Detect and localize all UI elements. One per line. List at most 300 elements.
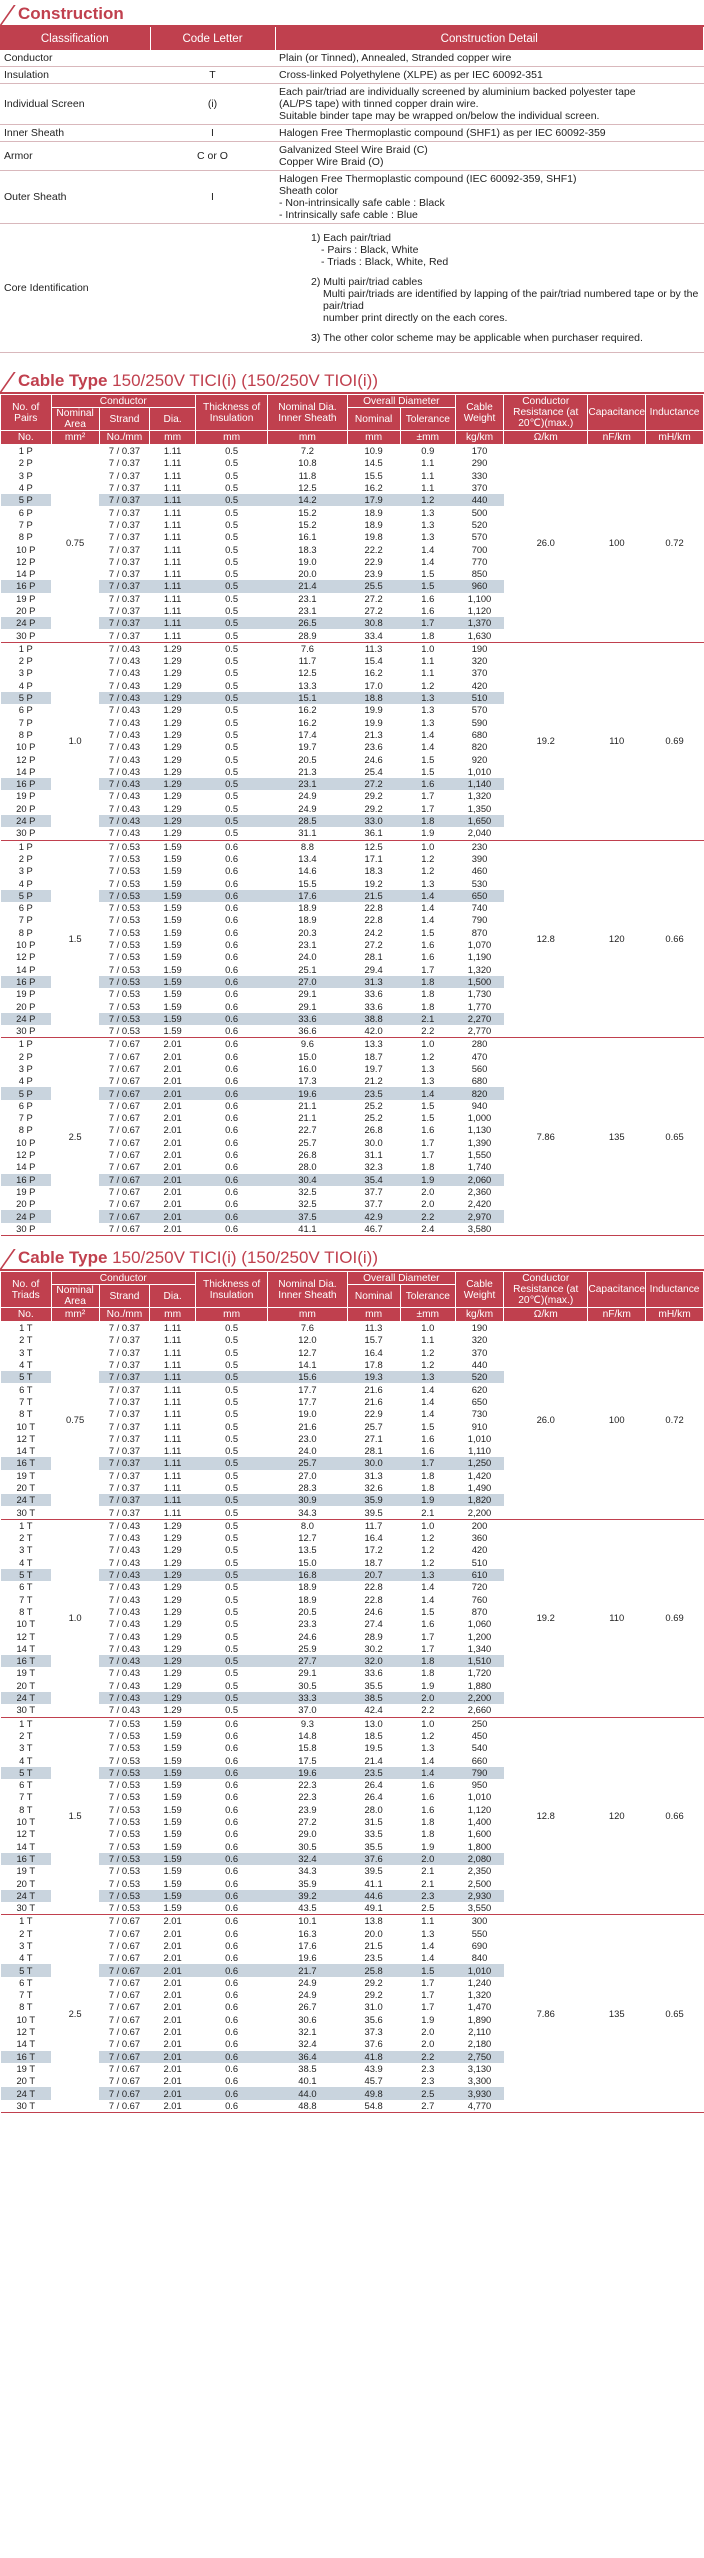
dia-cell: 1.29 xyxy=(163,704,182,716)
overall-nominal-cell: 11.7 xyxy=(364,1519,383,1531)
weight-cell: 190 xyxy=(471,642,488,654)
tolerance-cell: 1.3 xyxy=(400,1569,455,1581)
strand-cell: 7 / 0.53 xyxy=(108,902,141,914)
col-strand: Strand xyxy=(99,1285,150,1308)
unit-count-cell: 19 T xyxy=(16,1469,36,1481)
overall-nominal-cell: 21.2 xyxy=(364,1075,383,1087)
unit-count-cell: 14 P xyxy=(16,963,36,975)
dia-cell: 1.29 xyxy=(163,802,182,814)
weight-cell: 1,320 xyxy=(467,963,492,975)
weight-cell: 2,500 xyxy=(467,1877,492,1889)
overall-nominal-cell: 23.9 xyxy=(364,568,383,580)
insulation-cell: 0.6 xyxy=(225,1099,239,1111)
weight-cell: 1,600 xyxy=(467,1828,492,1840)
dia-cell: 2.01 xyxy=(163,2026,182,2038)
unit-count-cell: 1 T xyxy=(19,1915,33,1927)
overall-nominal-cell: 45.7 xyxy=(364,2075,383,2087)
tolerance-cell: 1.8 xyxy=(421,1469,435,1481)
dia-cell: 1.29 xyxy=(163,1532,182,1544)
dia-cell: 1.29 xyxy=(163,1605,182,1617)
weight-cell: 390 xyxy=(471,852,488,864)
overall-nominal-cell: 21.5 xyxy=(364,1939,383,1951)
unit-count-cell: 4 P xyxy=(18,1075,33,1087)
detail-cell xyxy=(275,142,704,171)
inner-sheath-cell: 16.1 xyxy=(298,531,317,543)
unit-count-cell: 2 T xyxy=(19,1729,33,1741)
insulation-cell: 0.5 xyxy=(225,1322,239,1334)
dia-cell: 1.29 xyxy=(163,1679,182,1691)
overall-nominal-cell: 26.4 xyxy=(364,1791,383,1803)
strand-cell: 7 / 0.43 xyxy=(108,704,141,716)
dia-cell: 1.59 xyxy=(163,1865,182,1877)
inner-sheath-cell: 24.9 xyxy=(298,1976,317,1988)
inner-sheath-cell: 48.8 xyxy=(298,2099,317,2111)
col-insulation-thickness: Thickness of Insulation xyxy=(195,395,267,431)
unit-count-cell: 2 P xyxy=(18,852,33,864)
weight-cell: 440 xyxy=(471,1359,488,1371)
strand-cell: 7 / 0.67 xyxy=(108,1149,141,1161)
inner-sheath-cell: 8.8 xyxy=(300,840,314,852)
inner-sheath-cell: 15.0 xyxy=(298,1050,317,1062)
overall-nominal-cell: 39.5 xyxy=(364,1506,383,1518)
inner-sheath-cell: 21.4 xyxy=(268,580,347,592)
construction-row xyxy=(0,142,704,171)
strand-cell: 7 / 0.43 xyxy=(108,741,141,753)
inner-sheath-cell: 12.0 xyxy=(298,1334,317,1346)
inner-sheath-cell: 39.2 xyxy=(268,1890,347,1902)
unit-count-cell: 20 T xyxy=(16,2075,36,2087)
insulation-cell: 0.6 xyxy=(225,1198,239,1210)
weight-cell: 510 xyxy=(455,692,503,704)
dia-cell: 2.01 xyxy=(163,1222,182,1234)
col-no-of-units: No. of Triads xyxy=(1,1272,52,1308)
tolerance-cell: 1.3 xyxy=(421,1075,435,1087)
tolerance-cell: 1.2 xyxy=(421,865,435,877)
tolerance-cell: 1.2 xyxy=(400,494,455,506)
inner-sheath-cell: 18.9 xyxy=(298,902,317,914)
insulation-cell: 0.6 xyxy=(225,2001,239,2013)
dia-cell: 1.29 xyxy=(150,1569,196,1581)
dia-cell: 2.01 xyxy=(163,1099,182,1111)
dia-cell: 1.11 xyxy=(163,482,182,494)
tolerance-cell: 1.3 xyxy=(400,1371,455,1383)
insulation-cell: 0.5 xyxy=(225,1544,239,1556)
strand-cell: 7 / 0.43 xyxy=(108,1667,141,1679)
table-row xyxy=(1,445,704,458)
insulation-cell: 0.5 xyxy=(225,1605,239,1617)
overall-nominal-cell: 27.2 xyxy=(347,778,400,790)
overall-nominal-cell: 39.5 xyxy=(364,1865,383,1877)
dia-cell: 1.59 xyxy=(163,852,182,864)
strand-cell: 7 / 0.43 xyxy=(108,765,141,777)
size-group xyxy=(1,1519,704,1717)
construction-table xyxy=(0,27,704,353)
col-strand: Strand xyxy=(99,408,150,431)
dia-cell: 2.01 xyxy=(163,2062,182,2074)
dia-cell: 1.59 xyxy=(163,1816,182,1828)
inner-sheath-cell: 10.1 xyxy=(298,1915,317,1927)
weight-cell: 940 xyxy=(471,1099,488,1111)
table-row xyxy=(1,1322,704,1335)
inner-sheath-cell: 41.1 xyxy=(298,1222,317,1234)
weight-cell: 2,770 xyxy=(467,1025,492,1037)
inner-sheath-cell: 16.8 xyxy=(268,1569,347,1581)
weight-cell: 1,010 xyxy=(467,1791,492,1803)
dia-cell: 1.59 xyxy=(163,1791,182,1803)
weight-cell: 2,060 xyxy=(455,1174,503,1186)
dia-cell: 2.01 xyxy=(150,1964,196,1976)
strand-cell: 7 / 0.37 xyxy=(108,1408,141,1420)
weight-cell: 1,630 xyxy=(467,629,492,641)
overall-nominal-cell: 20.7 xyxy=(347,1569,400,1581)
triad-cable-table xyxy=(0,1271,704,2113)
inner-sheath-cell: 20.0 xyxy=(298,568,317,580)
header-row xyxy=(1,395,704,408)
unit-count-cell: 20 P xyxy=(16,1000,36,1012)
inner-sheath-cell: 27.0 xyxy=(298,1469,317,1481)
dia-cell: 1.29 xyxy=(150,815,196,827)
inner-sheath-cell: 32.4 xyxy=(298,2038,317,2050)
overall-nominal-cell: 33.6 xyxy=(364,1667,383,1679)
insulation-cell: 0.5 xyxy=(225,827,239,839)
dia-cell: 1.29 xyxy=(163,655,182,667)
col-classification: Classification xyxy=(0,27,150,50)
overall-nominal-cell: 31.1 xyxy=(364,1149,383,1161)
inner-sheath-cell: 25.7 xyxy=(298,1136,317,1148)
strand-cell: 7 / 0.37 xyxy=(108,1359,141,1371)
insulation-cell: 0.6 xyxy=(225,1161,239,1173)
inner-sheath-cell: 17.5 xyxy=(298,1754,317,1766)
weight-cell: 3,550 xyxy=(467,1902,492,1914)
overall-nominal-cell: 22.2 xyxy=(364,543,383,555)
overall-nominal-cell: 12.5 xyxy=(364,840,383,852)
strand-cell: 7 / 0.53 xyxy=(99,1767,150,1779)
tolerance-cell: 2.3 xyxy=(400,1890,455,1902)
dia-cell: 2.01 xyxy=(163,1952,182,1964)
weight-cell: 650 xyxy=(471,1395,488,1407)
tolerance-cell: 1.6 xyxy=(421,1618,435,1630)
tolerance-cell: 1.0 xyxy=(421,642,435,654)
dia-cell: 1.59 xyxy=(163,1000,182,1012)
weight-cell: 2,200 xyxy=(467,1506,492,1518)
dia-cell: 2.01 xyxy=(163,1038,182,1050)
dia-cell: 2.01 xyxy=(163,2001,182,2013)
dia-cell: 1.11 xyxy=(163,506,182,518)
insulation-cell: 0.5 xyxy=(195,692,267,704)
tolerance-cell: 1.7 xyxy=(400,617,455,629)
strand-cell: 7 / 0.53 xyxy=(108,1742,141,1754)
inner-sheath-cell: 21.1 xyxy=(298,1099,317,1111)
weight-cell: 560 xyxy=(471,1062,488,1074)
insulation-cell: 0.6 xyxy=(225,1791,239,1803)
overall-nominal-cell: 29.4 xyxy=(364,963,383,975)
tolerance-cell: 2.0 xyxy=(400,1853,455,1865)
tolerance-cell: 1.9 xyxy=(421,1840,435,1852)
tolerance-cell: 1.4 xyxy=(421,902,435,914)
heading-slash-icon xyxy=(2,3,18,25)
size-group xyxy=(1,1717,704,1915)
triad-table-heading xyxy=(0,1244,704,1271)
dia-cell: 1.11 xyxy=(163,1346,182,1358)
weight-cell: 320 xyxy=(471,1334,488,1346)
unit-count-cell: 8 T xyxy=(19,1803,33,1815)
inner-sheath-cell: 18.9 xyxy=(298,1581,317,1593)
dia-cell: 2.01 xyxy=(163,1149,182,1161)
insulation-cell: 0.5 xyxy=(225,679,239,691)
insulation-cell: 0.6 xyxy=(195,1853,267,1865)
dia-cell: 2.01 xyxy=(163,1915,182,1927)
strand-cell: 7 / 0.43 xyxy=(108,1679,141,1691)
detail-line: Sheath color xyxy=(279,185,338,197)
dia-cell: 1.29 xyxy=(150,778,196,790)
unit-count-cell: 3 T xyxy=(19,1939,33,1951)
insulation-cell: 0.6 xyxy=(225,1865,239,1877)
weight-cell: 720 xyxy=(471,1581,488,1593)
unit-count-cell: 2 T xyxy=(19,1334,33,1346)
insulation-cell: 0.5 xyxy=(225,629,239,641)
size-group xyxy=(1,840,704,1038)
overall-nominal-cell: 37.6 xyxy=(347,1853,400,1865)
dia-cell: 1.29 xyxy=(163,1667,182,1679)
unit-count-cell: 20 T xyxy=(16,1679,36,1691)
strand-cell: 7 / 0.43 xyxy=(108,1581,141,1593)
overall-nominal-cell: 30.8 xyxy=(347,617,400,629)
inner-sheath-cell: 25.7 xyxy=(268,1457,347,1469)
strand-cell: 7 / 0.67 xyxy=(108,1198,141,1210)
insulation-cell: 0.5 xyxy=(225,1642,239,1654)
unit-count-cell: 6 P xyxy=(18,704,33,716)
tolerance-cell: 1.5 xyxy=(421,1112,435,1124)
unit-count-cell: 20 T xyxy=(16,1482,36,1493)
unit-count-cell: 7 T xyxy=(19,1791,33,1803)
strand-cell: 7 / 0.37 xyxy=(108,445,141,457)
insulation-cell: 0.6 xyxy=(225,988,239,1000)
weight-cell: 570 xyxy=(471,531,488,543)
dia-cell: 1.29 xyxy=(163,1642,182,1654)
heading-slash-icon xyxy=(2,1247,18,1269)
dia-cell: 1.11 xyxy=(163,1432,182,1444)
inner-sheath-cell: 12.7 xyxy=(298,1532,317,1544)
overall-nominal-cell: 19.7 xyxy=(364,1062,383,1074)
unit-count-cell: 7 T xyxy=(19,1593,33,1605)
strand-cell: 7 / 0.67 xyxy=(108,2026,141,2038)
classification-cell: Individual Screen xyxy=(0,84,150,125)
tolerance-cell: 2.1 xyxy=(421,1877,435,1889)
insulation-cell: 0.5 xyxy=(195,778,267,790)
insulation-cell: 0.6 xyxy=(225,1050,239,1062)
strand-cell: 7 / 0.67 xyxy=(108,1939,141,1951)
col-capacitance: Capacitance xyxy=(588,1272,646,1308)
insulation-cell: 0.6 xyxy=(225,1939,239,1951)
strand-cell: 7 / 0.53 xyxy=(108,1865,141,1877)
tolerance-cell: 1.5 xyxy=(421,753,435,765)
overall-nominal-cell: 35.9 xyxy=(347,1494,400,1506)
strand-cell: 7 / 0.67 xyxy=(108,2038,141,2050)
unit-count-cell: 8 P xyxy=(18,926,33,938)
overall-nominal-cell: 18.7 xyxy=(364,1050,383,1062)
construction-row xyxy=(0,84,704,125)
strand-cell: 7 / 0.37 xyxy=(108,568,141,580)
strand-cell: 7 / 0.53 xyxy=(99,1013,150,1025)
inner-sheath-cell: 40.1 xyxy=(298,2075,317,2087)
strand-cell: 7 / 0.43 xyxy=(108,827,141,839)
detail-line: Galvanized Steel Wire Braid (C) xyxy=(279,144,428,156)
unit-area: mm² xyxy=(51,431,99,445)
detail-line: - Non-intrinsically safe cable : Black xyxy=(279,197,445,209)
inner-sheath-cell: 17.4 xyxy=(298,728,317,740)
dia-cell: 1.29 xyxy=(163,1556,182,1568)
inner-sheath-cell: 32.5 xyxy=(298,1185,317,1197)
unit-count-cell: 3 P xyxy=(18,667,33,679)
code-letter-cell: C or O xyxy=(150,142,275,171)
weight-cell: 1,390 xyxy=(467,1136,492,1148)
insulation-cell: 0.6 xyxy=(225,1062,239,1074)
dia-cell: 1.11 xyxy=(150,617,196,629)
weight-cell: 1,000 xyxy=(467,1112,492,1124)
overall-nominal-cell: 17.0 xyxy=(364,679,383,691)
inner-sheath-cell: 22.7 xyxy=(298,1124,317,1136)
overall-nominal-cell: 16.4 xyxy=(364,1346,383,1358)
insulation-cell: 0.5 xyxy=(225,1532,239,1544)
weight-cell: 1,500 xyxy=(455,976,503,988)
overall-nominal-cell: 22.8 xyxy=(364,1593,383,1605)
unit-count-cell: 16 P xyxy=(1,1174,52,1186)
overall-nominal-cell: 17.9 xyxy=(347,494,400,506)
overall-nominal-cell: 49.1 xyxy=(364,1902,383,1914)
weight-cell: 540 xyxy=(471,1742,488,1754)
unit-count-cell: 1 T xyxy=(19,1717,33,1729)
tolerance-cell: 1.6 xyxy=(421,1791,435,1803)
strand-cell: 7 / 0.43 xyxy=(108,1544,141,1556)
dia-cell: 1.11 xyxy=(163,1322,182,1334)
strand-cell: 7 / 0.67 xyxy=(108,1952,141,1964)
inner-sheath-cell: 32.1 xyxy=(298,2026,317,2038)
unit-area: mm² xyxy=(51,1308,99,1322)
dia-cell: 1.59 xyxy=(163,1742,182,1754)
strand-cell: 7 / 0.53 xyxy=(108,877,141,889)
unit-count-cell: 2 P xyxy=(18,655,33,667)
dia-cell: 2.01 xyxy=(163,1050,182,1062)
overall-nominal-cell: 10.9 xyxy=(364,445,383,457)
strand-cell: 7 / 0.43 xyxy=(108,1556,141,1568)
tolerance-cell: 2.5 xyxy=(421,1902,435,1914)
weight-cell: 3,300 xyxy=(467,2075,492,2087)
tolerance-cell: 1.4 xyxy=(400,1087,455,1099)
tolerance-cell: 1.4 xyxy=(421,555,435,567)
unit-count-cell: 14 T xyxy=(16,2038,36,2050)
overall-nominal-cell: 15.4 xyxy=(364,655,383,667)
weight-cell: 2,360 xyxy=(467,1185,492,1197)
strand-cell: 7 / 0.67 xyxy=(99,2087,150,2099)
insulation-cell: 0.6 xyxy=(225,2038,239,2050)
overall-nominal-cell: 25.5 xyxy=(347,580,400,592)
unit-count-cell: 19 P xyxy=(16,790,36,802)
unit-count-cell: 3 P xyxy=(18,865,33,877)
weight-cell: 2,080 xyxy=(455,1853,503,1865)
overall-nominal-cell: 37.6 xyxy=(364,2038,383,2050)
strand-cell: 7 / 0.53 xyxy=(108,1791,141,1803)
overall-nominal-cell: 15.7 xyxy=(364,1334,383,1346)
inner-sheath-cell: 18.9 xyxy=(298,914,317,926)
strand-cell: 7 / 0.43 xyxy=(108,679,141,691)
tolerance-cell: 1.8 xyxy=(400,1655,455,1667)
tolerance-cell: 1.3 xyxy=(421,877,435,889)
dia-cell: 1.59 xyxy=(163,1902,182,1914)
dia-cell: 1.59 xyxy=(163,939,182,951)
weight-cell: 1,800 xyxy=(467,1840,492,1852)
tolerance-cell: 1.0 xyxy=(421,1038,435,1050)
inductance-cell: 0.72 xyxy=(646,1322,704,1520)
overall-nominal-cell: 35.4 xyxy=(347,1174,400,1186)
tolerance-cell: 1.1 xyxy=(421,457,435,469)
tolerance-cell: 1.5 xyxy=(400,1964,455,1976)
unit-count-cell: 8 P xyxy=(18,531,33,543)
weight-cell: 1,770 xyxy=(467,1000,492,1012)
insulation-cell: 0.5 xyxy=(195,1494,267,1506)
unit-count-cell: 5 P xyxy=(1,494,52,506)
overall-nominal-cell: 30.0 xyxy=(347,1457,400,1469)
strand-cell: 7 / 0.37 xyxy=(99,1494,150,1506)
tolerance-cell: 1.7 xyxy=(421,963,435,975)
unit-count-cell: 4 T xyxy=(19,1556,33,1568)
strand-cell: 7 / 0.53 xyxy=(108,840,141,852)
dia-cell: 1.59 xyxy=(150,1853,196,1865)
insulation-cell: 0.6 xyxy=(225,1915,239,1927)
unit-count-cell: 6 P xyxy=(18,506,33,518)
strand-cell: 7 / 0.67 xyxy=(99,1174,150,1186)
weight-cell: 2,750 xyxy=(455,2051,503,2063)
tolerance-cell: 1.7 xyxy=(421,1989,435,2001)
weight-cell: 1,120 xyxy=(467,605,492,616)
resistance-cell: 19.2 xyxy=(504,642,588,840)
overall-nominal-cell: 28.1 xyxy=(364,951,383,963)
size-group xyxy=(1,642,704,840)
insulation-cell: 0.5 xyxy=(195,1371,267,1383)
strand-cell: 7 / 0.67 xyxy=(99,1087,150,1099)
overall-nominal-cell: 32.6 xyxy=(364,1482,383,1493)
heading-slash-icon xyxy=(2,370,18,392)
weight-cell: 1,140 xyxy=(455,778,503,790)
overall-nominal-cell: 21.5 xyxy=(347,890,400,902)
inner-sheath-cell: 17.3 xyxy=(298,1075,317,1087)
strand-cell: 7 / 0.53 xyxy=(108,1902,141,1914)
insulation-cell: 0.6 xyxy=(225,1112,239,1124)
dia-cell: 1.11 xyxy=(150,494,196,506)
unit-count-cell: 3 P xyxy=(18,469,33,481)
insulation-cell: 0.5 xyxy=(225,667,239,679)
strand-cell: 7 / 0.37 xyxy=(99,617,150,629)
inner-sheath-cell: 14.1 xyxy=(298,1359,317,1371)
tolerance-cell: 2.0 xyxy=(421,2026,435,2038)
overall-nominal-cell: 26.4 xyxy=(364,1779,383,1791)
strand-cell: 7 / 0.43 xyxy=(99,1569,150,1581)
weight-cell: 610 xyxy=(455,1569,503,1581)
dia-cell: 2.01 xyxy=(150,1210,196,1222)
construction-row xyxy=(0,50,704,67)
overall-nominal-cell: 29.2 xyxy=(364,802,383,814)
dia-cell: 2.01 xyxy=(163,2099,182,2111)
insulation-cell: 0.5 xyxy=(225,482,239,494)
triad-table-subtitle: 150/250V TICI(i) (150/250V TIOI(i)) xyxy=(112,1248,378,1267)
code-letter-cell: T xyxy=(150,67,275,84)
dia-cell: 1.11 xyxy=(163,457,182,469)
overall-nominal-cell: 21.6 xyxy=(364,1383,383,1395)
weight-cell: 320 xyxy=(471,655,488,667)
unit-count-cell: 7 P xyxy=(18,1112,33,1124)
unit-count-cell: 12 T xyxy=(16,1630,36,1642)
dia-cell: 2.01 xyxy=(163,1989,182,2001)
inner-sheath-cell: 23.1 xyxy=(298,592,317,604)
